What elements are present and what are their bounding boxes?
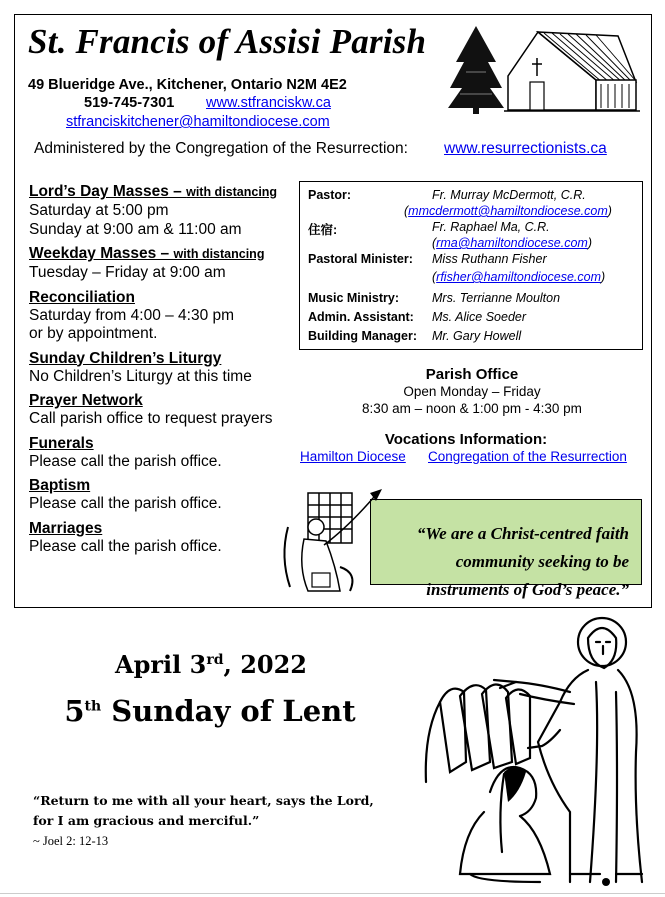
section-heading-note: with distancing: [173, 247, 265, 261]
section-heading: Lord’s Day Masses –: [29, 183, 187, 200]
section-line: Call parish office to request prayers: [29, 410, 273, 427]
section-heading: Reconciliation: [29, 288, 135, 306]
music-role: Music Ministry:: [308, 291, 399, 305]
office-hours: 8:30 am – noon & 1:00 pm - 4:30 pm: [362, 401, 582, 416]
bulletin-date: [56, 650, 366, 679]
scripture-citation: ~ Joel 2: 12-13: [33, 834, 109, 848]
section-line: Tuesday – Friday at 9:00 am: [29, 264, 226, 281]
parish-office-heading: Parish Office: [425, 366, 519, 383]
associate-role: 住宿:: [308, 223, 338, 237]
section-prayer-network: [29, 391, 299, 429]
liturgical-sunday: [40, 694, 380, 728]
section-heading: Baptism: [29, 477, 91, 494]
music-name: Mrs. Terrianne Moulton: [432, 291, 561, 305]
section-heading: Sunday Children’s Liturgy: [29, 349, 222, 367]
section-childrens-liturgy: [29, 349, 299, 387]
section-line: Saturday from 4:00 – 4:30 pm: [29, 306, 235, 324]
office-days: Open Monday – Friday: [403, 384, 541, 399]
mission-line: “We are a Christ-centred faith: [416, 524, 629, 543]
section-line: No Children’s Liturgy at this time: [29, 367, 252, 385]
date-year: , 2022: [223, 650, 308, 679]
section-lords-day-masses: [29, 182, 299, 239]
section-reconciliation: [29, 288, 299, 344]
scripture-line: for I am gracious and merciful.”: [33, 813, 260, 828]
section-heading-note: with distancing: [186, 185, 278, 199]
page-edge: [0, 893, 665, 894]
parish-title: St. Francis of Assisi Parish: [28, 22, 427, 61]
section-baptism: [29, 476, 299, 514]
jesus-and-woman-illustration: [420, 612, 650, 892]
section-line: Please call the parish office.: [29, 537, 222, 555]
pastor-email-link[interactable]: mmcdermott@hamiltondiocese.com: [408, 204, 608, 218]
date-text: April 3: [114, 650, 207, 679]
section-line: or by appointment.: [29, 325, 158, 342]
section-marriages: [29, 519, 299, 557]
minister-email-link[interactable]: rfisher@hamiltondiocese.com: [436, 270, 602, 284]
section-heading: Prayer Network: [29, 392, 143, 409]
services-list: [29, 182, 299, 561]
resurrectionists-link[interactable]: www.resurrectionists.ca: [444, 140, 607, 157]
parish-website-link[interactable]: www.stfranciskw.ca: [206, 95, 331, 111]
associate-name: Fr. Raphael Ma, C.R.: [432, 220, 550, 234]
pastor-name: Fr. Murray McDermott, C.R.: [432, 188, 586, 202]
sunday-ordinal: th: [84, 698, 102, 715]
minister-role: Pastoral Minister:: [308, 252, 413, 266]
parish-phone: 519-745-7301: [84, 95, 175, 111]
pastor-role: Pastor:: [308, 188, 352, 202]
parish-email-link[interactable]: stfranciskitchener@hamiltondiocese.com: [66, 114, 330, 130]
sunday-name: Sunday of Lent: [101, 694, 356, 728]
mission-panel: [370, 499, 642, 599]
administered-by-text: Administered by the Congregation of the Resurrection:: [34, 140, 408, 157]
hamilton-diocese-link[interactable]: Hamilton Diocese: [300, 449, 406, 464]
date-ordinal: rd: [206, 652, 224, 668]
sunday-number: 5: [64, 694, 85, 728]
saint-francis-illustration: [278, 487, 388, 597]
section-line: Saturday at 5:00 pm: [29, 202, 169, 219]
building-name: Mr. Gary Howell: [432, 329, 522, 343]
mission-statement: [278, 487, 642, 597]
section-line: Sunday at 9:00 am & 11:00 am: [29, 220, 242, 238]
staff-directory-box: Pastor: Fr. Murray McDermott, C.R. (mmcdermott@hamiltondiocese.com) 住宿: Fr. Raphael Ma, C.R. (rma@hamiltondiocese.com) Pastoral Minister: Miss Ruthann Fisher (rfisher@hamiltondiocese.com) Music Ministry: Mrs. Terrianne Moulton Admin. Assistant: Ms. Alice Soeder Building Manager: Mr. Gary Howell: [299, 181, 643, 350]
mission-line: instruments of God’s peace.”: [426, 580, 629, 599]
scripture-quote: [33, 791, 374, 831]
mission-line: community seeking to be: [455, 552, 629, 571]
section-heading: Marriages: [29, 519, 103, 537]
admin-role: Admin. Assistant:: [308, 310, 414, 324]
vocations-heading: Vocations Information:: [384, 431, 548, 448]
scripture-line: “Return to me with all your heart, says the Lord,: [33, 793, 374, 808]
section-line: Please call the parish office.: [29, 452, 222, 470]
associate-email-link[interactable]: rma@hamiltondiocese.com: [436, 236, 588, 250]
church-illustration: [446, 22, 642, 114]
section-funerals: [29, 434, 299, 472]
minister-name: Miss Ruthann Fisher: [432, 252, 547, 266]
parish-address: 49 Blueridge Ave., Kitchener, Ontario N2M 4E2: [28, 77, 347, 93]
section-heading: Funerals: [29, 434, 94, 452]
section-weekday-masses: [29, 244, 299, 283]
congregation-link[interactable]: Congregation of the Resurrection: [428, 449, 627, 464]
admin-name: Ms. Alice Soeder: [432, 310, 527, 324]
building-role: Building Manager:: [308, 329, 418, 343]
section-line: Please call the parish office.: [29, 495, 222, 512]
section-heading: Weekday Masses –: [29, 245, 174, 262]
